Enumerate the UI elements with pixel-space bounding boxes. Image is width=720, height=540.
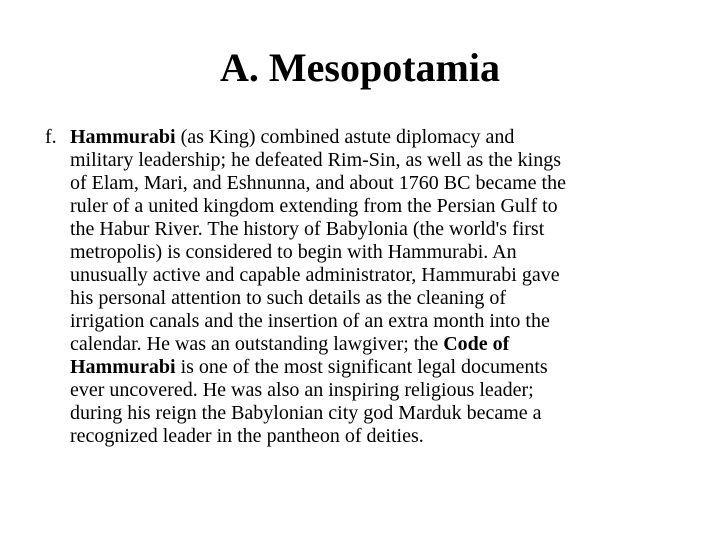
text-run: of Elam, Mari, and Eshnunna, and about 1760 BC became the	[70, 172, 566, 194]
text-run: his personal attention to such details as the cleaning of	[70, 287, 506, 309]
paragraph-line	[70, 402, 710, 425]
paragraph-line	[70, 264, 710, 287]
text-run: irrigation canals and the insertion of an extra month into the	[70, 310, 550, 332]
paragraph-line	[70, 195, 710, 218]
paragraph-line	[70, 287, 710, 310]
paragraph-line	[70, 241, 710, 264]
paragraph-line	[70, 218, 710, 241]
paragraph-line	[70, 310, 710, 333]
paragraph-line	[70, 333, 710, 356]
text-run: metropolis) is considered to begin with Hammurabi. An	[70, 241, 517, 263]
text-run: ever uncovered. He was also an inspiring religious leader;	[70, 379, 534, 401]
bold-term: Hammurabi	[70, 126, 176, 148]
bold-term: Code of	[443, 333, 510, 355]
paragraph-line	[70, 356, 710, 379]
text-run: (as King) combined astute diplomacy and	[175, 126, 515, 148]
bold-term: Hammurabi	[70, 356, 176, 378]
text-run: military leadership; he defeated Rim-Sin, as well as the kings	[70, 149, 561, 171]
text-run: calendar. He was an outstanding lawgiver; the	[70, 333, 444, 355]
slide-title: A. Mesopotamia	[220, 45, 500, 90]
list-item-body	[70, 126, 710, 448]
text-run: during his reign the Babylonian city god Marduk became a	[70, 402, 542, 424]
paragraph-line	[70, 149, 710, 172]
paragraph-line	[70, 425, 710, 448]
text-run: is one of the most significant legal documents	[175, 356, 548, 378]
paragraph-line	[70, 379, 710, 402]
paragraph-line	[70, 126, 710, 149]
text-run: unusually active and capable administrator, Hammurabi gave	[70, 264, 560, 286]
text-run: recognized leader in the pantheon of deities.	[70, 425, 424, 447]
text-run: ruler of a united kingdom extending from the Persian Gulf to	[70, 195, 558, 217]
paragraph-line	[70, 172, 710, 195]
list-marker: f.	[45, 126, 57, 148]
text-run: the Habur River. The history of Babylonia (the world's first	[70, 218, 545, 240]
